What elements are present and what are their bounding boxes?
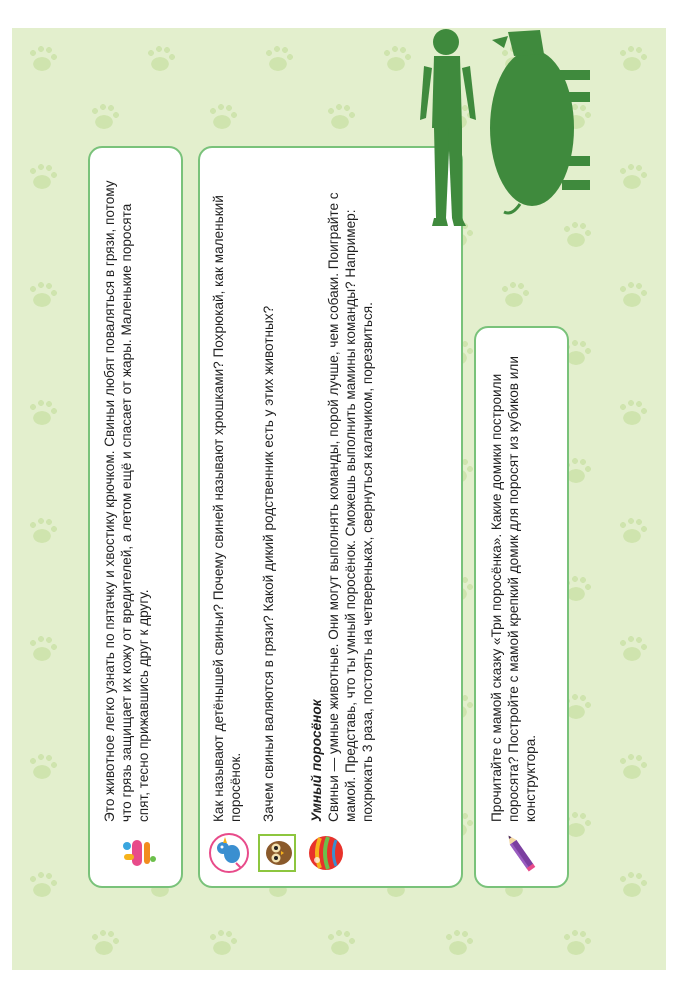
- rotated-page: [12, 28, 666, 970]
- exclamation-figure-icon: [118, 834, 158, 872]
- question-1-text: Как называют детёнышей свиньи? Почему свиней называют хрюшками? Похрюкай, как маленький поросёнок.: [211, 195, 243, 822]
- pencil-icon: [500, 830, 540, 874]
- man-and-pig-silhouette: [412, 28, 592, 278]
- intro-box: [88, 146, 183, 888]
- page-card: [12, 28, 666, 970]
- intro-text: Это животное легко узнать по пятачку и хвостику крючком. Свиньи любят поваляться в грязи, потому что грязь защищает их кожу от вредителей, а летом ещё и спасает от жары. Маленькие поросята спят, тесно прижавшись друг к другу.: [102, 180, 151, 822]
- smart-piglet-block: [308, 170, 376, 822]
- ball-icon: [306, 833, 346, 873]
- smart-piglet-title: Умный поросёнок: [309, 699, 324, 822]
- task-box: [474, 326, 569, 888]
- question-2-text: Зачем свиньи валяются в грязи? Какой дикий родственник есть у этих животных?: [261, 305, 276, 822]
- smart-piglet-text: Свиньи — умные животные. Они могут выполнять команды, порой лучше, чем собаки. Поиграйте с мамой. Представь, что ты умный поросёнок. Сможешь выполнить мамины команды? Например: похрюкать 3 раза, постоять на четвереньках, свернуться калачиком, порезвиться.: [326, 192, 375, 822]
- owl-icon: [258, 834, 296, 872]
- task-text: Прочитайте с мамой сказку «Три поросёнка». Какие домики построили поросята? Постройте с мамой крепкий домик для поросят из кубиков или конструктора.: [489, 356, 538, 822]
- bird-icon: [208, 832, 250, 874]
